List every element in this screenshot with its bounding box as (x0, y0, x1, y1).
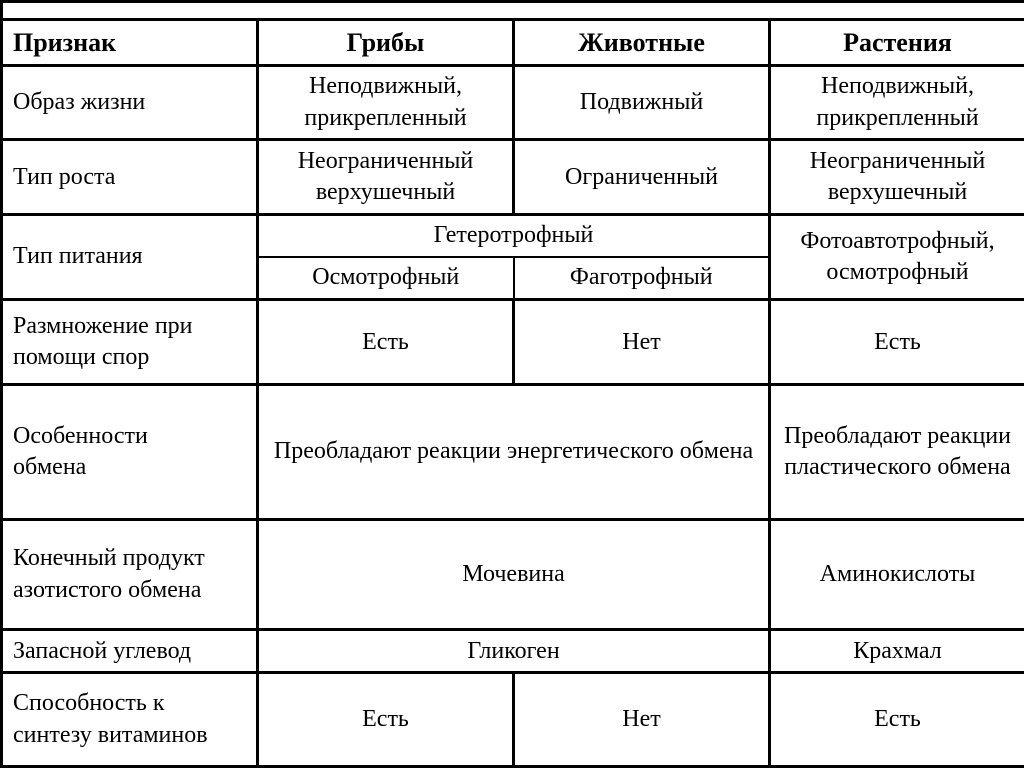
top-spacer-row (2, 2, 1024, 20)
cell-growth-fungi: Неограниченный верхушечный (258, 140, 514, 215)
table-row-nutrition (2, 215, 1024, 257)
cell-vitamins-fungi: Есть (258, 673, 514, 767)
row-label-carbohydrate: Запасной углевод (2, 630, 258, 673)
cell-nutrition-animals-sub: Фаготрофный (514, 257, 770, 299)
row-label-vitamins: Способность к синтезу витаминов (2, 673, 258, 767)
cell-carbohydrate-plants: Крахмал (770, 630, 1024, 673)
column-header-feature: Признак (2, 20, 258, 66)
table-row-vitamins (2, 673, 1024, 767)
header-row (2, 20, 1024, 66)
top-spacer-cell (2, 2, 1024, 20)
table-row-lifestyle (2, 65, 1024, 140)
table-row-carbohydrate (2, 630, 1024, 673)
cell-spores-fungi: Есть (258, 299, 514, 384)
row-label-lifestyle: Образ жизни (2, 65, 258, 140)
cell-metabolism-fungi-animals: Преобладают реакции энергетического обмена (258, 385, 770, 519)
cell-spores-animals: Нет (514, 299, 770, 384)
cell-nitrogen-fungi-animals: Мочевина (258, 519, 770, 630)
column-header-plants: Растения (770, 20, 1024, 66)
row-label-growth: Тип роста (2, 140, 258, 215)
row-label-metabolism: Особенности обмена (2, 385, 258, 519)
row-label-spores: Размножение при помощи спор (2, 299, 258, 384)
table-row-metabolism (2, 385, 1024, 519)
cell-lifestyle-animals: Подвижный (514, 65, 770, 140)
cell-carbohydrate-fungi-animals: Гликоген (258, 630, 770, 673)
cell-lifestyle-fungi: Неподвижный, прикрепленный (258, 65, 514, 140)
column-header-fungi: Грибы (258, 20, 514, 66)
cell-metabolism-plants: Преобладают реакции пластического обмена (770, 385, 1024, 519)
cell-spores-plants: Есть (770, 299, 1024, 384)
column-header-animals: Животные (514, 20, 770, 66)
table-row-spores (2, 299, 1024, 384)
cell-vitamins-plants: Есть (770, 673, 1024, 767)
row-label-nutrition: Тип питания (2, 215, 258, 300)
table-row-growth (2, 140, 1024, 215)
cell-growth-animals: Ограниченный (514, 140, 770, 215)
cell-nitrogen-plants: Аминокислоты (770, 519, 1024, 630)
cell-nutrition-fungi-sub: Осмотрофный (258, 257, 514, 299)
table-row-nitrogen (2, 519, 1024, 630)
cell-growth-plants: Неограниченный верхушечный (770, 140, 1024, 215)
row-label-nitrogen: Конечный продукт азотистого обмена (2, 519, 258, 630)
cell-vitamins-animals: Нет (514, 673, 770, 767)
cell-nutrition-fungi-animals: Гетеротрофный (258, 215, 770, 257)
cell-lifestyle-plants: Неподвижный, прикрепленный (770, 65, 1024, 140)
cell-nutrition-plants: Фотоавтотрофный, осмотрофный (770, 215, 1024, 300)
